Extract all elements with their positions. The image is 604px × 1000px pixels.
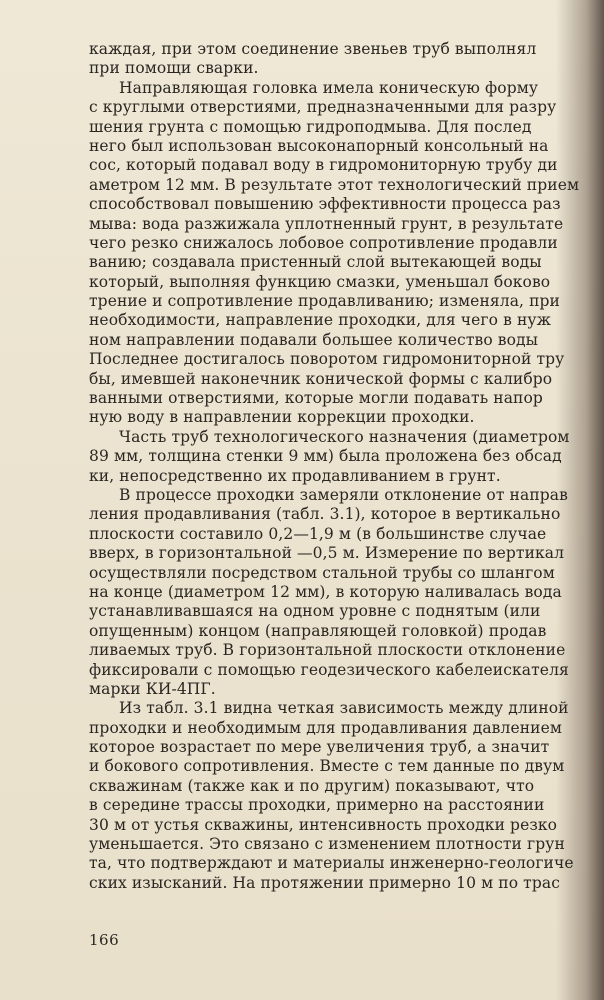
text-line: сос, который подавал воду в гидромониторную трубу ди — [89, 156, 558, 175]
text-line: с круглыми отверстиями, предназначенными для разру — [89, 98, 557, 117]
text-line: фиксировали с помощью геодезического кабелеискателя — [89, 660, 569, 679]
text-line: В процессе проходки замеряли отклонение от направ — [119, 485, 568, 504]
text-line: чего резко снижалось лобовое сопротивление продавли — [89, 233, 558, 252]
text-line: ванию; создавала пристенный слой вытекающей воды — [89, 253, 542, 272]
text-line: Часть труб технологического назначения (диаметром — [119, 427, 570, 446]
text-line: которое возрастает по мере увеличения труб, а значит — [89, 738, 550, 757]
text-line: аметром 12 мм. В результате этот технологический прием — [89, 175, 580, 194]
text-line: трение и сопротивление продавливанию; изменяла, при — [89, 292, 560, 311]
text-line: 89 мм, толщина стенки 9 мм) была проложена без обсад — [89, 447, 562, 466]
page-number: 166 — [89, 931, 120, 949]
text-line: Последнее достигалось поворотом гидромониторной тру — [89, 350, 565, 369]
text-line: скважинам (также как и по другим) показывают, что — [89, 776, 535, 795]
text-line: при помощи сварки. — [89, 59, 259, 78]
text-line: необходимости, направление проходки, для чего в нуж — [89, 311, 551, 330]
text-line: него был использован высоконапорный консольный на — [89, 136, 549, 155]
text-line: ванными отверстиями, которые могли подавать напор — [89, 389, 543, 408]
text-line: осуществляли посредством стальной трубы со шлангом — [89, 563, 555, 582]
text-line: вверх, в горизонтальной —0,5 м. Измерение по вертикал — [89, 544, 565, 563]
text-line: и бокового сопротивления. Вместе с тем данные по двум — [89, 757, 565, 776]
text-line: опущенным) концом (направляющей головкой) продав — [89, 621, 547, 640]
text-line: ливаемых труб. В горизонтальной плоскости отклонение — [89, 641, 566, 660]
text-line: шения грунта с помощью гидроподмыва. Для послед — [89, 117, 532, 136]
body-text — [89, 40, 604, 893]
text-line: способствовал повышению эффективности процесса раз — [89, 195, 561, 214]
text-line: плоскости составило 0,2—1,9 м (в большинстве случае — [89, 524, 547, 543]
text-line: бы, имевшей наконечник конической формы с калибро — [89, 369, 553, 388]
text-line: каждая, при этом соединение звеньев труб выполнял — [89, 40, 537, 58]
text-line: Направляющая головка имела коническую форму — [119, 78, 539, 97]
text-line: ную воду в направлении коррекции проходки. — [89, 408, 475, 427]
text-line: Из табл. 3.1 видна четкая зависимость между длиной — [119, 699, 569, 718]
text-line: мыва: вода разжижала уплотненный грунт, в результате — [89, 214, 564, 233]
text-line: устанавливавшаяся на одном уровне с поднятым (или — [89, 602, 541, 621]
text-line: 30 м от устья скважины, интенсивность проходки резко — [89, 815, 558, 834]
text-line: уменьшается. Это связано с изменением плотности грун — [89, 835, 565, 854]
text-line: ления продавливания (табл. 3.1), которое в вертикально — [89, 505, 561, 524]
text-line: ном направлении подавали большее количество воды — [89, 330, 539, 349]
text-line: марки КИ-4ПГ. — [89, 679, 216, 698]
text-line: который, выполняя функцию смазки, уменьшал боково — [89, 272, 551, 291]
text-line: ских изысканий. На протяжении примерно 10 м по трас — [89, 873, 560, 892]
text-line: на конце (диаметром 12 мм), в которую наливалась вода — [89, 582, 562, 601]
text-line: в середине трассы проходки, примерно на расстоянии — [89, 796, 545, 815]
text-line: ки, непосредственно их продавливанием в грунт. — [89, 466, 501, 485]
text-line: проходки и необходимым для продавливания давлением — [89, 718, 563, 737]
text-line: та, что подтверждают и материалы инженерно-геологиче — [89, 854, 574, 873]
